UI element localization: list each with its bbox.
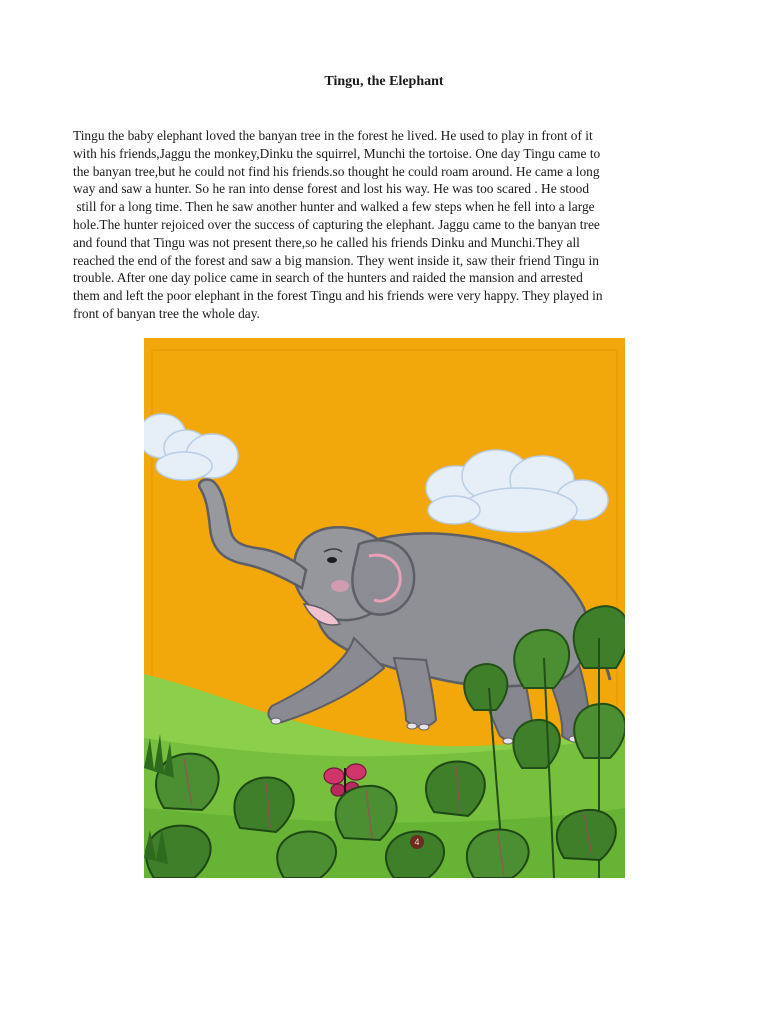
story-line: hole.The hunter rejoiced over the success of capturing the elephant. Jaggu came to the banyan tree	[73, 216, 600, 232]
story-line: and found that Tingu was not present there,so he called his friends Dinku and Munchi.They all	[73, 234, 580, 250]
elephant-illustration	[144, 338, 625, 878]
story-line: way and saw a hunter. So he ran into dense forest and lost his way. He was too scared . He stood	[73, 181, 590, 197]
story-line: reached the end of the forest and saw a big mansion. They went inside it, saw their friend Tingu in	[73, 252, 599, 268]
story-line: them and left the poor elephant in the forest Tingu and his friends were very happy. They played in	[73, 288, 603, 304]
page-number-badge: 4	[410, 835, 424, 849]
document-title: Tingu, the Elephant	[324, 74, 444, 89]
story-paragraph	[73, 127, 695, 323]
story-line: Tingu the baby elephant loved the banyan tree in the forest he lived. He used to play in front of it	[73, 128, 593, 143]
story-line: trouble. After one day police came in search of the hunters and raided the mansion and arrested	[73, 270, 583, 286]
story-line: the banyan tree,but he could not find his friends.so thought he could roam around. He came a long	[73, 163, 600, 179]
story-line: front of banyan tree the whole day.	[73, 305, 260, 321]
story-line: with his friends,Jaggu the monkey,Dinku the squirrel, Munchi the tortoise. One day Tingu came to	[73, 145, 601, 161]
story-line: still for a long time. Then he saw another hunter and walked a few steps when he fell into a large	[73, 199, 595, 215]
illustration-canvas	[144, 338, 625, 878]
